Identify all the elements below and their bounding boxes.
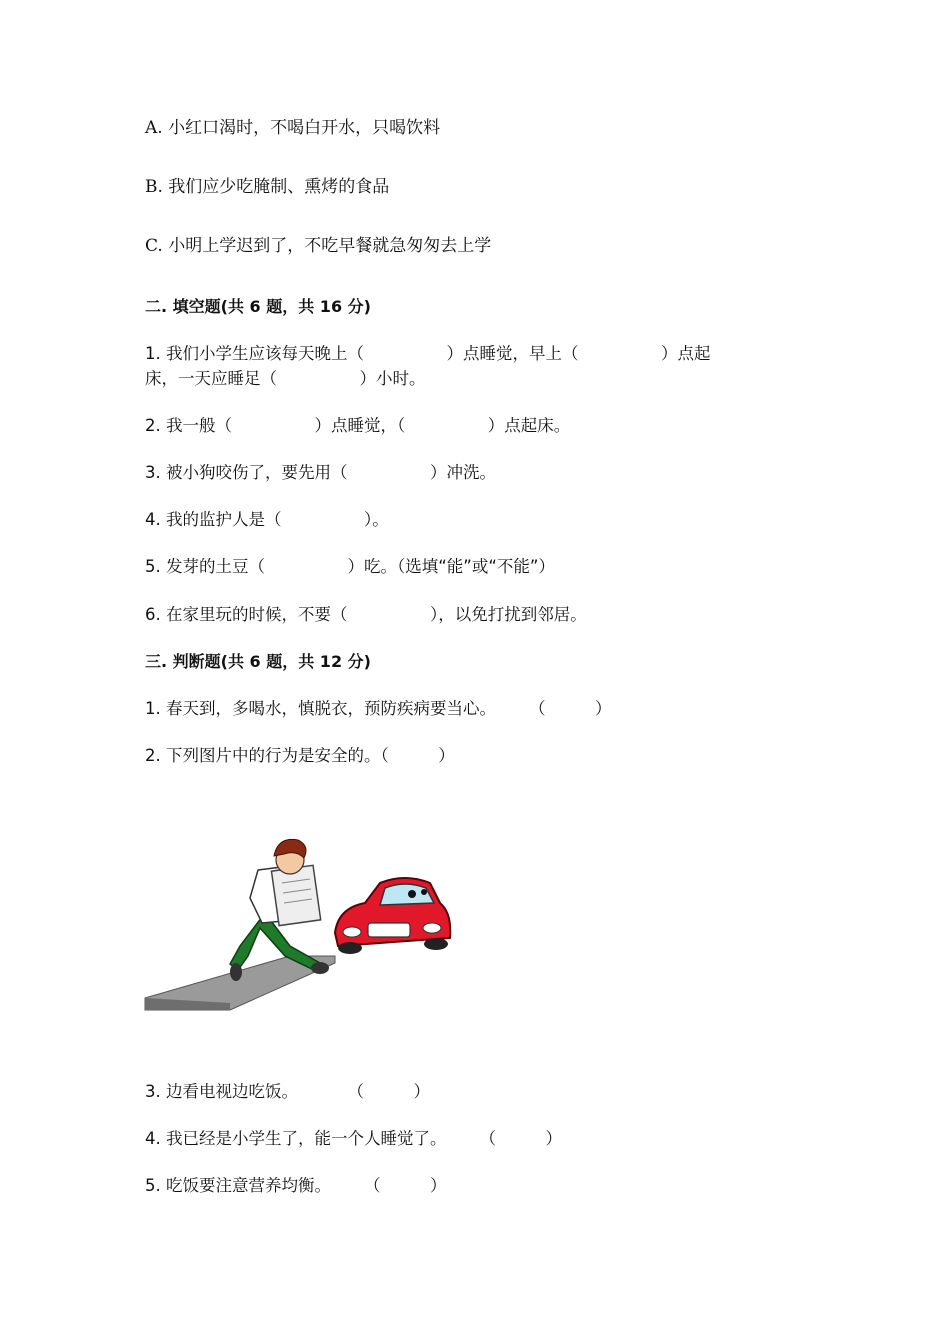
- man-shoe-back: [311, 962, 329, 974]
- judge-q2: 2. 下列图片中的行为是安全的。（ ）: [145, 746, 455, 765]
- choice-c: C. 小明上学迟到了，不吃早餐就急匆匆去上学: [145, 236, 492, 256]
- fill-q1-line2: 床，一天应睡足（ ）小时。: [145, 369, 426, 388]
- pedestrian-car-illustration: [140, 828, 460, 1018]
- car-wheel-left: [338, 942, 362, 954]
- fill-q3: 3. 被小狗咬伤了，要先用（ ）冲洗。: [145, 463, 496, 482]
- judge-q3: 3. 边看电视边吃饭。 （ ）: [145, 1082, 430, 1101]
- car-grille: [368, 923, 410, 937]
- car-wheel-right: [424, 938, 448, 950]
- fill-q1-line1: 1. 我们小学生应该每天晚上（ ）点睡觉，早上（ ）点起: [145, 344, 711, 363]
- section2-heading: 二. 填空题(共 6 题，共 16 分): [145, 297, 371, 316]
- fill-q5: 5. 发芽的土豆（ ）吃。（选填“能”或“不能”）: [145, 557, 555, 576]
- fill-q6: 6. 在家里玩的时候，不要（ ），以免打扰到邻居。: [145, 605, 587, 624]
- judge-q1: 1. 春天到，多喝水，慎脱衣，预防疾病要当心。 （ ）: [145, 699, 612, 718]
- section3-heading: 三. 判断题(共 6 题，共 12 分): [145, 652, 371, 671]
- car-headlight-right: [423, 923, 441, 933]
- judge-q5: 5. 吃饭要注意营养均衡。 （ ）: [145, 1176, 447, 1195]
- choice-a: A. 小红口渴时，不喝白开水，只喝饮料: [145, 118, 441, 138]
- car-headlight-left: [343, 927, 361, 937]
- fill-q4: 4. 我的监护人是（ ）。: [145, 510, 389, 529]
- fill-q2: 2. 我一般（ ）点睡觉，（ ）点起床。: [145, 416, 571, 435]
- newspaper: [271, 865, 320, 925]
- judge-q4: 4. 我已经是小学生了，能一个人睡觉了。 （ ）: [145, 1129, 562, 1148]
- choice-b: B. 我们应少吃腌制、熏烤的食品: [145, 177, 390, 197]
- man-shoe-front: [230, 963, 242, 981]
